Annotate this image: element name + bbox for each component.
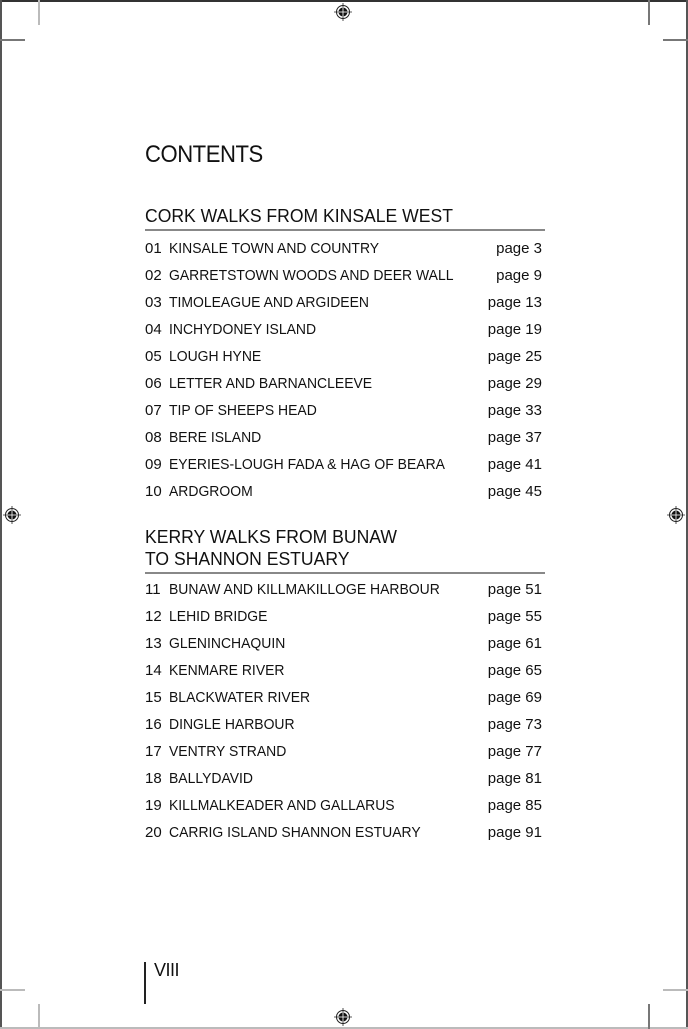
registration-mark-icon	[334, 1008, 352, 1026]
toc-entry-number: 11	[145, 581, 161, 598]
crop-mark	[38, 0, 40, 25]
toc-entry-title: BALLYDAVID	[169, 770, 254, 787]
toc-entry-number: 08	[145, 429, 162, 446]
toc-entry[interactable]	[145, 315, 545, 342]
toc-entry-title: LEHID BRIDGE	[169, 608, 268, 625]
toc-entry-page[interactable]: page 65	[487, 662, 542, 679]
toc-entry[interactable]	[145, 764, 545, 791]
toc-entry-page[interactable]: page 29	[487, 375, 542, 392]
toc-entry-title: KENMARE RIVER	[169, 662, 285, 679]
crop-mark	[663, 989, 688, 991]
toc-section-cork	[145, 205, 545, 504]
toc-entry[interactable]	[145, 818, 545, 845]
toc-entry-page[interactable]: page 73	[487, 716, 542, 733]
toc-entry-title: ARDGROOM	[169, 483, 253, 500]
crop-mark	[0, 989, 25, 991]
toc-entry[interactable]	[145, 683, 545, 710]
registration-mark-icon	[3, 506, 21, 524]
toc-entry[interactable]	[145, 656, 545, 683]
toc-entry-number: 15	[145, 689, 162, 706]
toc-entry-title: BLACKWATER RIVER	[169, 689, 311, 706]
page-edge-top	[0, 0, 688, 2]
toc-entry-number: 01	[145, 240, 162, 257]
registration-mark-icon	[667, 506, 685, 524]
crop-mark	[0, 39, 25, 41]
toc-entry-number: 17	[145, 743, 162, 760]
toc-entry-page[interactable]: page 69	[487, 689, 542, 706]
toc-entry-page[interactable]: page 51	[487, 581, 542, 598]
toc-entry[interactable]	[145, 450, 545, 477]
toc-entry-title: KILLMALKEADER AND GALLARUS	[169, 797, 395, 814]
toc-entry-page[interactable]: page 81	[487, 770, 542, 787]
toc-entry-title: TIP OF SHEEPS HEAD	[169, 402, 317, 419]
toc-entry-title: LOUGH HYNE	[169, 348, 262, 365]
toc-entry-page[interactable]: page 25	[487, 348, 542, 365]
section-heading	[145, 205, 545, 231]
toc-entry-title: EYERIES-LOUGH FADA & HAG OF BEARA	[169, 456, 445, 473]
toc-entry[interactable]	[145, 342, 545, 369]
toc-entry-page[interactable]: page 13	[487, 294, 542, 311]
toc-entry-page[interactable]: page 61	[487, 635, 542, 652]
crop-mark	[648, 1004, 650, 1029]
toc-entry[interactable]	[145, 710, 545, 737]
toc-entry-page[interactable]: page 77	[487, 743, 542, 760]
toc-entry-page[interactable]: page 37	[487, 429, 542, 446]
crop-mark	[38, 1004, 40, 1029]
toc-entry-number: 18	[145, 770, 162, 787]
toc-entry-number: 07	[145, 402, 162, 419]
toc-entry-title: VENTRY STRAND	[169, 743, 287, 760]
toc-entry[interactable]	[145, 629, 545, 656]
toc-entry[interactable]	[145, 234, 545, 261]
toc-entry[interactable]	[145, 477, 545, 504]
toc-entry-title: INCHYDONEY ISLAND	[169, 321, 317, 338]
toc-entry-page[interactable]: page 45	[487, 483, 542, 500]
toc-entry-page[interactable]: page 19	[487, 321, 542, 338]
toc-entry-number: 03	[145, 294, 162, 311]
toc-entry-title: GARRETSTOWN WOODS AND DEER WALL	[169, 267, 454, 284]
page-edge-right	[686, 0, 688, 1029]
toc-entry-number: 13	[145, 635, 162, 652]
toc-entry-title: BERE ISLAND	[169, 429, 262, 446]
page-title: CONTENTS	[145, 141, 263, 168]
toc-entry-list	[145, 575, 545, 845]
toc-section-kerry	[145, 526, 545, 845]
toc-entry[interactable]	[145, 288, 545, 315]
toc-entry-title: DINGLE HARBOUR	[169, 716, 295, 733]
toc-entry-number: 20	[145, 824, 162, 841]
toc-entry-number: 12	[145, 608, 162, 625]
toc-entry-title: LETTER AND BARNANCLEEVE	[169, 375, 373, 392]
toc-entry-number: 09	[145, 456, 162, 473]
toc-entry-page[interactable]: page 41	[487, 456, 542, 473]
toc-entry-page[interactable]: page 9	[496, 267, 542, 284]
toc-entry-page[interactable]: page 33	[487, 402, 542, 419]
toc-entry-title: TIMOLEAGUE AND ARGIDEEN	[169, 294, 369, 311]
toc-entry-title: BUNAW AND KILLMAKILLOGE HARBOUR	[169, 581, 440, 598]
toc-entry-number: 02	[145, 267, 162, 284]
toc-entry-title: KINSALE TOWN AND COUNTRY	[169, 240, 380, 257]
section-heading-line: TO SHANNON ESTUARY	[145, 548, 350, 569]
toc-entry[interactable]	[145, 575, 545, 602]
page-edge-bottom	[0, 1027, 688, 1029]
toc-entry-page[interactable]: page 91	[487, 824, 542, 841]
toc-entry[interactable]	[145, 369, 545, 396]
section-heading-line: KERRY WALKS FROM BUNAW	[145, 526, 397, 547]
section-heading-line: CORK WALKS FROM KINSALE WEST	[145, 205, 453, 226]
toc-entry-page[interactable]: page 3	[496, 240, 542, 257]
toc-entry-page[interactable]: page 85	[487, 797, 542, 814]
page-number: VIII	[154, 960, 180, 980]
toc-entry-number: 10	[145, 483, 162, 500]
toc-entry-number: 05	[145, 348, 162, 365]
crop-mark	[663, 39, 688, 41]
toc-entry-number: 16	[145, 716, 162, 733]
crop-mark	[648, 0, 650, 25]
folio-rule	[144, 962, 146, 1004]
toc-entry[interactable]	[145, 602, 545, 629]
toc-entry[interactable]	[145, 423, 545, 450]
toc-entry-number: 04	[145, 321, 162, 338]
toc-entry-number: 19	[145, 797, 162, 814]
toc-entry-number: 06	[145, 375, 162, 392]
toc-entry[interactable]	[145, 791, 545, 818]
toc-entry[interactable]	[145, 737, 545, 764]
toc-entry[interactable]	[145, 396, 545, 423]
toc-entry-title: GLENINCHAQUIN	[169, 635, 286, 652]
toc-entry-list	[145, 234, 545, 504]
page-edge-left	[0, 0, 2, 1029]
toc-entry-title: CARRIG ISLAND SHANNON ESTUARY	[169, 824, 421, 841]
registration-mark-icon	[334, 3, 352, 21]
toc-entry[interactable]	[145, 261, 545, 288]
section-heading	[145, 526, 545, 574]
toc-entry-page[interactable]: page 55	[487, 608, 542, 625]
toc-entry-number: 14	[145, 662, 162, 679]
